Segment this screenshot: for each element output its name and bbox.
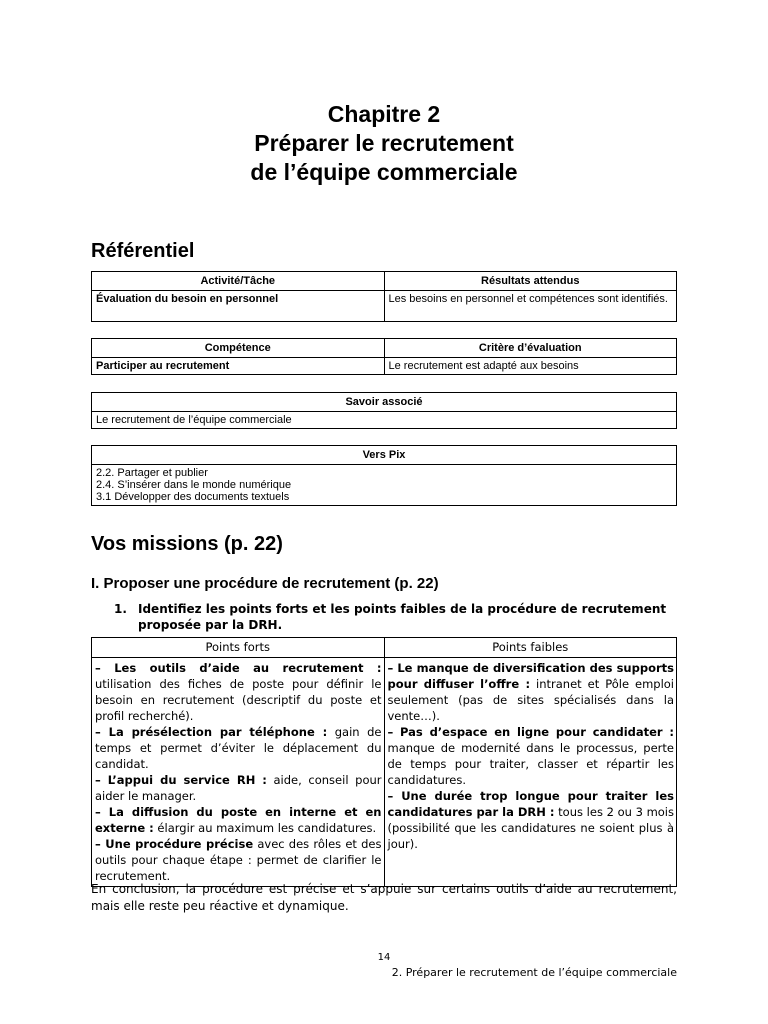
activity-table <box>91 271 677 322</box>
weakness-item: – Pas d’espace en ligne pour candidater : manque de modernité dans le processus, perte de temps pour traiter, classer et répartir les candidatures. <box>387 725 674 787</box>
activity-header: Activité/Tâche <box>92 272 385 291</box>
results-cell: Les besoins en personnel et compétences sont identifiés. <box>384 291 677 322</box>
strength-item: – Une procédure précise avec des rôles et des outils pour chaque étape : permet de clarifier le recrutement. <box>95 837 382 883</box>
savoir-header: Savoir associé <box>92 393 677 412</box>
page-number: 14 <box>377 952 391 963</box>
chapter-title-line-1: Préparer le recrutement <box>254 130 514 156</box>
savoir-table <box>91 392 677 429</box>
chapter-title <box>0 100 768 187</box>
referentiel-heading: Référentiel <box>91 240 195 262</box>
pix-table <box>91 445 677 506</box>
question <box>114 601 678 633</box>
pix-item: 2.4. S’insérer dans le monde numérique <box>96 479 292 491</box>
strengths-weaknesses-table <box>91 637 677 887</box>
activity-cell: Évaluation du besoin en personnel <box>92 291 385 322</box>
mission-subheading: I. Proposer une procédure de recrutement (p. 22) <box>91 575 439 592</box>
competence-cell: Participer au recrutement <box>92 358 385 375</box>
strength-item: – L’appui du service RH : aide, conseil pour aider le manager. <box>95 773 382 803</box>
strength-item: – La présélection par téléphone : gain de temps et permet d’éviter le déplacement du candidat. <box>95 725 382 771</box>
pix-header: Vers Pix <box>92 446 677 465</box>
pix-item: 3.1 Développer des documents textuels <box>96 491 290 503</box>
running-footer: 2. Préparer le recrutement de l’équipe commerciale <box>391 966 677 979</box>
weaknesses-header: Points faibles <box>384 638 677 658</box>
conclusion: En conclusion, la procédure est précise et s’appuie sur certains outils d’aide au recrutement, mais elle reste peu réactive et dynamique. <box>91 882 677 913</box>
question-text: Identifiez les points forts et les points faibles de la procédure de recrutement proposée par la DRH. <box>138 602 667 632</box>
strength-item: – Les outils d’aide au recrutement : utilisation des fiches de poste pour définir le besoin en recrutement (descriptif du poste et profil recherché). <box>95 661 382 723</box>
missions-heading: Vos missions (p. 22) <box>91 533 283 555</box>
competence-table <box>91 338 677 375</box>
chapter-title-line-2: de l’équipe commerciale <box>250 159 518 185</box>
strength-item: – La diffusion du poste en interne et en externe : élargir au maximum les candidatures. <box>95 805 382 835</box>
results-header: Résultats attendus <box>384 272 677 291</box>
weakness-item: – Une durée trop longue pour traiter les candidatures par la DRH : tous les 2 ou 3 mois (possibilité que les candidatures ne soient plus à jour). <box>387 789 674 851</box>
weaknesses-cell <box>384 658 677 887</box>
strengths-header: Points forts <box>92 638 385 658</box>
pix-item: 2.2. Partager et publier <box>96 467 208 479</box>
competence-header: Compétence <box>92 339 385 358</box>
criteria-header: Critère d’évaluation <box>384 339 677 358</box>
pix-cell <box>92 465 677 506</box>
question-number: 1. <box>114 602 127 616</box>
strengths-cell <box>92 658 385 887</box>
savoir-cell: Le recrutement de l’équipe commerciale <box>92 412 677 429</box>
criteria-cell: Le recrutement est adapté aux besoins <box>384 358 677 375</box>
weakness-item: – Le manque de diversification des supports pour diffuser l’offre : intranet et Pôle emploi seulement (pas de sites spécialisés dans la vente…). <box>387 661 674 723</box>
chapter-number: Chapitre 2 <box>327 101 441 127</box>
